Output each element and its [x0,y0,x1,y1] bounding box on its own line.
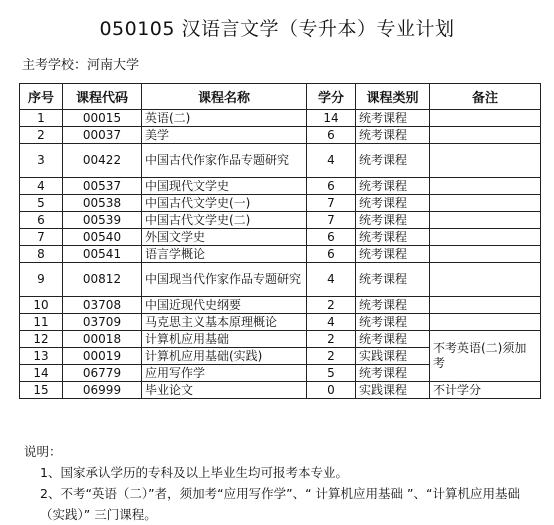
row-type: 统考课程 [356,110,430,127]
table-row [20,382,541,399]
row-type: 统考课程 [356,331,430,348]
table-row [20,246,541,263]
table-row [20,127,541,144]
row-type: 实践课程 [356,382,430,399]
table-row [20,144,541,178]
header-code: 课程代码 [63,84,142,110]
row-credit: 4 [307,263,356,297]
header-credit: 学分 [307,84,356,110]
row-code: 00015 [63,110,142,127]
row-name: 中国古代文学史(一) [142,195,307,212]
row-credit: 6 [307,229,356,246]
row-note: 不计学分 [430,382,541,399]
row-type: 统考课程 [356,212,430,229]
row-name: 计算机应用基础 [142,331,307,348]
row-code: 00538 [63,195,142,212]
table-row [20,297,541,314]
row-name: 毕业论文 [142,382,307,399]
row-code: 00812 [63,263,142,297]
table-row [20,212,541,229]
row-no: 14 [20,365,63,382]
row-credit: 2 [307,297,356,314]
row-name: 计算机应用基础(实践) [142,348,307,365]
notes-section [24,441,544,525]
table-row [20,178,541,195]
row-code: 00539 [63,212,142,229]
table-header-row [20,84,541,110]
row-note [430,178,541,195]
row-code: 03709 [63,314,142,331]
row-note [430,229,541,246]
row-credit: 7 [307,212,356,229]
row-code: 00537 [63,178,142,195]
row-name: 中国古代作家作品专题研究 [142,144,307,178]
row-credit: 2 [307,331,356,348]
table-row [20,314,541,331]
row-no: 15 [20,382,63,399]
table-row [20,263,541,297]
notes-heading: 说明： [24,444,62,459]
row-name: 中国现当代作家作品专题研究 [142,263,307,297]
row-code: 00540 [63,229,142,246]
row-note [430,144,541,178]
row-name: 语言学概论 [142,246,307,263]
row-code: 00018 [63,331,142,348]
row-name: 马克思主义基本原理概论 [142,314,307,331]
note-item-2: 2、不考“英语（二）”者，须加考“应用写作学”、“ 计算机应用基础 ”、“计算机应用基础（实践）” 三门课程。 [40,486,520,522]
row-type: 统考课程 [356,144,430,178]
row-type: 统考课程 [356,195,430,212]
row-credit: 4 [307,144,356,178]
row-no: 3 [20,144,63,178]
row-code: 06999 [63,382,142,399]
row-type: 统考课程 [356,246,430,263]
table-row [20,229,541,246]
row-type: 统考课程 [356,127,430,144]
row-credit: 0 [307,382,356,399]
row-credit: 6 [307,246,356,263]
row-type: 实践课程 [356,348,430,365]
row-name: 中国近现代史纲要 [142,297,307,314]
row-no: 6 [20,212,63,229]
row-no: 7 [20,229,63,246]
row-credit: 4 [307,314,356,331]
course-plan-table [19,83,541,399]
row-type: 统考课程 [356,229,430,246]
row-code: 06779 [63,365,142,382]
row-no: 13 [20,348,63,365]
row-note [430,314,541,331]
row-code: 00541 [63,246,142,263]
row-credit: 7 [307,195,356,212]
row-note [430,263,541,297]
row-type: 统考课程 [356,178,430,195]
table-row [20,331,541,348]
row-no: 9 [20,263,63,297]
row-type: 统考课程 [356,314,430,331]
row-name: 中国现代文学史 [142,178,307,195]
row-no: 10 [20,297,63,314]
row-name: 美学 [142,127,307,144]
page-title: 050105 汉语言文学（专升本）专业计划 [99,18,455,40]
row-code: 00019 [63,348,142,365]
row-name: 应用写作学 [142,365,307,382]
row-note [430,246,541,263]
merged-note: 不考英语(二)须加考 [430,331,541,382]
row-no: 2 [20,127,63,144]
row-no: 12 [20,331,63,348]
row-type: 统考课程 [356,263,430,297]
row-credit: 6 [307,178,356,195]
row-no: 4 [20,178,63,195]
row-no: 5 [20,195,63,212]
row-type: 统考课程 [356,297,430,314]
header-name: 课程名称 [142,84,307,110]
row-no: 1 [20,110,63,127]
header-type: 课程类别 [356,84,430,110]
row-name: 中国古代文学史(二) [142,212,307,229]
row-note [430,212,541,229]
row-credit: 14 [307,110,356,127]
header-no: 序号 [20,84,63,110]
row-code: 03708 [63,297,142,314]
row-no: 11 [20,314,63,331]
row-note [430,297,541,314]
row-code: 00037 [63,127,142,144]
school-label: 主考学校：河南大学 [22,58,140,73]
row-credit: 5 [307,365,356,382]
row-code: 00422 [63,144,142,178]
row-name: 外国文学史 [142,229,307,246]
note-item-1: 1、国家承认学历的专科及以上毕业生均可报考本专业。 [40,465,348,480]
table-row [20,110,541,127]
row-note [430,195,541,212]
header-note: 备注 [430,84,541,110]
row-note [430,127,541,144]
row-name: 英语(二) [142,110,307,127]
table-row [20,195,541,212]
row-no: 8 [20,246,63,263]
row-credit: 2 [307,348,356,365]
row-note [430,110,541,127]
row-credit: 6 [307,127,356,144]
row-type: 统考课程 [356,365,430,382]
